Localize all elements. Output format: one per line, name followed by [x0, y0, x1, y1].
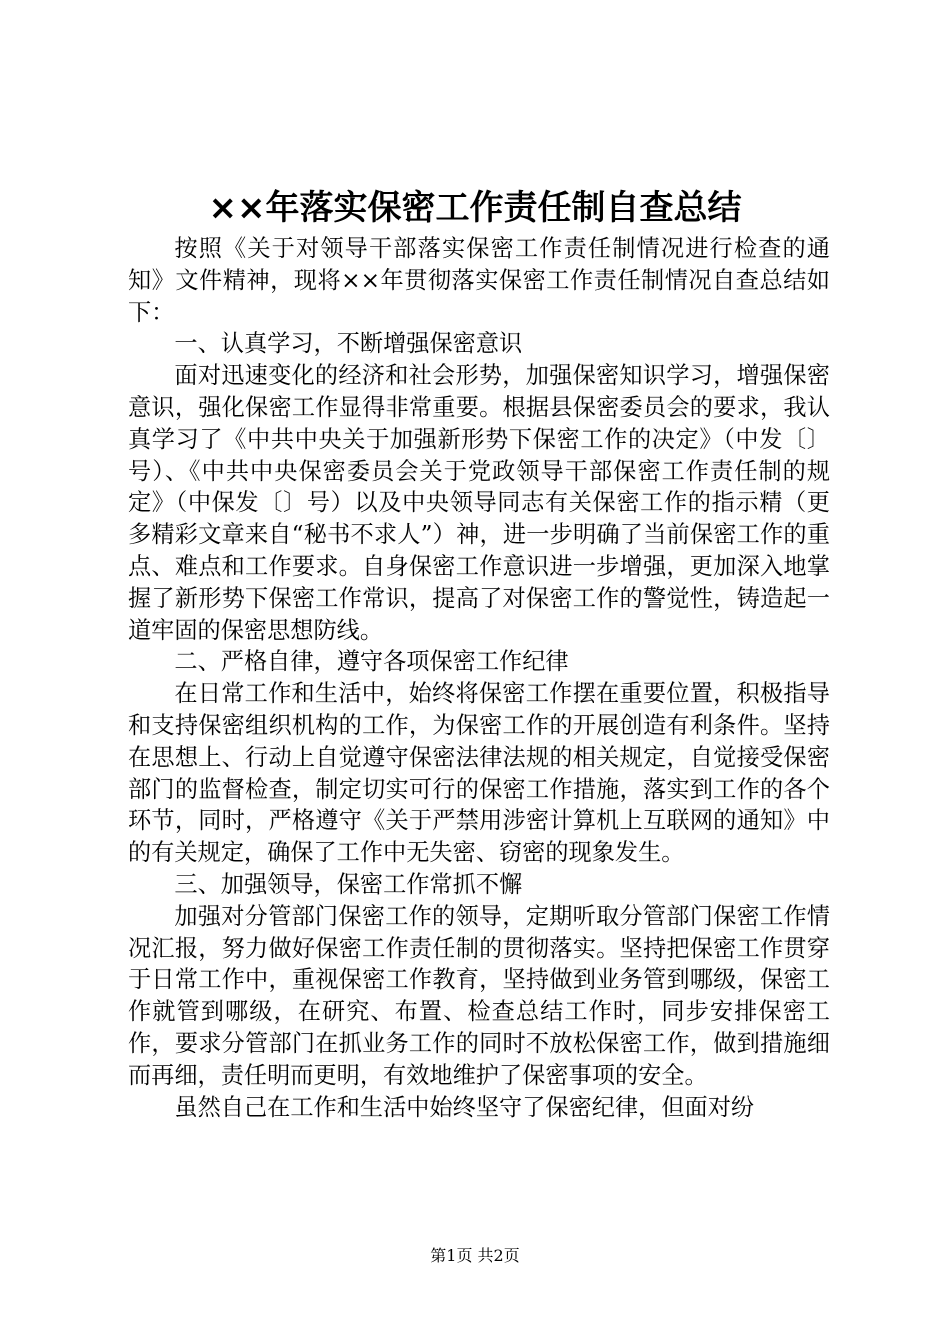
page-number-footer: 第1页 共2页 — [430, 1246, 520, 1265]
paragraph-closing: 虽然自己在工作和生活中始终坚守了保密纪律，但面对纷 — [174, 1093, 755, 1121]
section-heading-3: 三、加强领导，保密工作常抓不懈 — [174, 870, 523, 898]
document-title: ××年落实保密工作责任制自查总结 — [208, 188, 742, 228]
paragraph-section-1: 面对迅速变化的经济和社会形势，加强保密知识学习，增强保密意识，强化保密工作显得非常重要。根据县保密委员会的要求，我认真学习了《中共中央关于加强新形势下保密工作的决定》（中发〔〕号）、《中共中央保密委员会关于党政领导干部保密工作责任制的规定》（中保发〔〕号）以及中央领导同志有关保密工作的指示精（更多精彩文章来自“秘书不求人”）神，进一步明确了当前保密工作的重点、难点和工作要求。自身保密工作意识进一步增强，更加深入地掌握了新形势下保密工作常识，提高了对保密工作的警觉性，铸造起一道牢固的保密思想防线。 — [128, 362, 830, 644]
paragraph-section-3: 加强对分管部门保密工作的领导，定期听取分管部门保密工作情况汇报，努力做好保密工作责任制的贯彻落实。坚持把保密工作贯穿于日常工作中，重视保密工作教育，坚持做到业务管到哪级，保密工作就管到哪级，在研究、布置、检查总结工作时，同步安排保密工作，要求分管部门在抓业务工作的同时不放松保密工作，做到措施细而再细，责任明而更明，有效地维护了保密事项的安全。 — [128, 902, 830, 1089]
paragraph-section-2: 在日常工作和生活中，始终将保密工作摆在重要位置，积极指导和支持保密组织机构的工作，为保密工作的开展创造有利条件。坚持在思想上、行动上自觉遵守保密法律法规的相关规定，自觉接受保密部门的监督检查，制定切实可行的保密工作措施，落实到工作的各个环节，同时，严格遵守《关于严禁用涉密计算机上互联网的通知》中的有关规定，确保了工作中无失密、窃密的现象发生。 — [128, 680, 830, 867]
document-body — [128, 233, 830, 1123]
paragraph-intro: 按照《关于对领导干部落实保密工作责任制情况进行检查的通知》文件精神，现将××年贯彻落实保密工作责任制情况自查总结如下： — [128, 235, 830, 326]
section-heading-2: 二、严格自律，遵守各项保密工作纪律 — [174, 648, 569, 676]
section-heading-1: 一、认真学习，不断增强保密意识 — [174, 330, 523, 358]
